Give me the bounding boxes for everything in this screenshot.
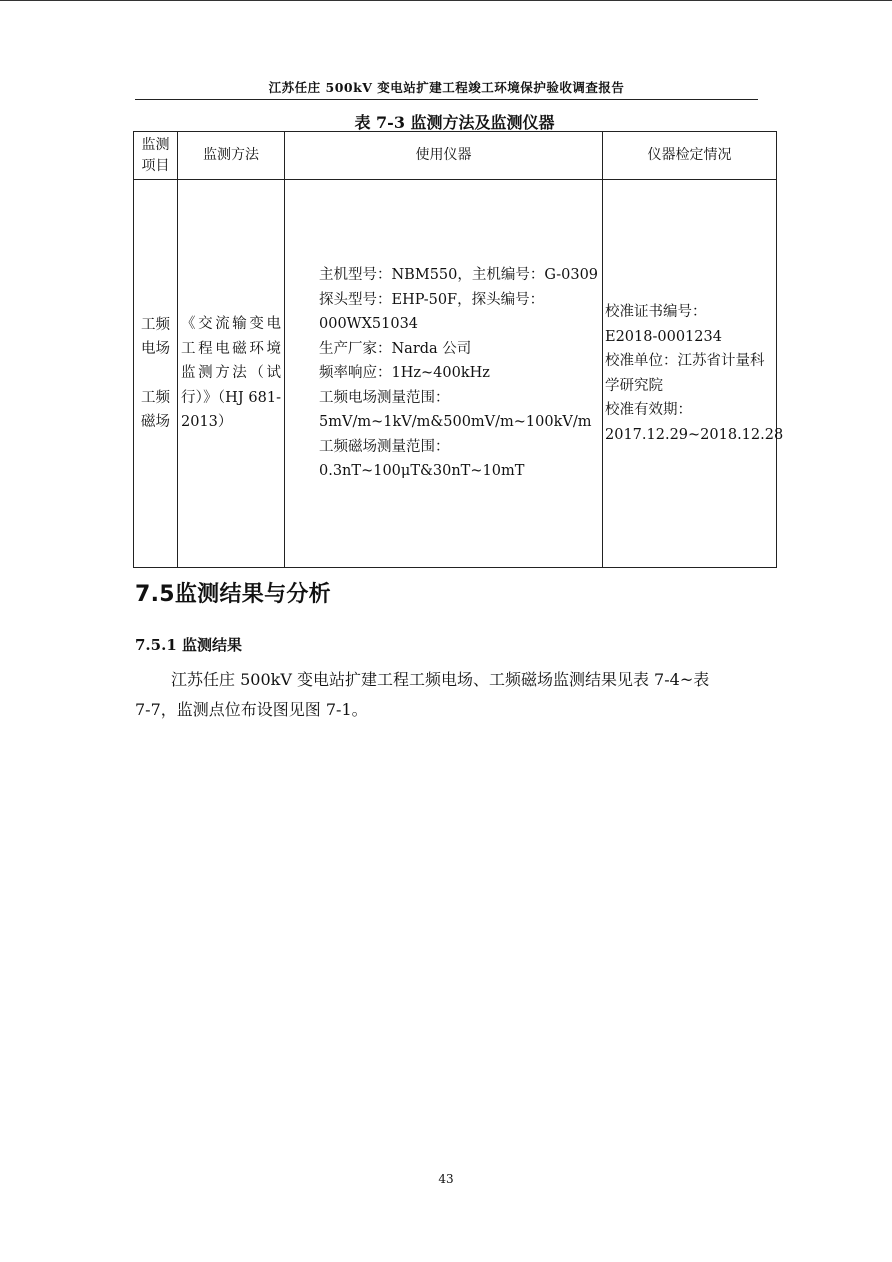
instrument-line: 频率响应：1Hz~400kHz [319, 365, 490, 382]
cell-instrument [285, 180, 603, 568]
instrument-line: 工频电场测量范围： [319, 389, 450, 406]
instrument-line: 主机型号：NBM550，主机编号：G-0309 [319, 267, 599, 284]
paragraph-line: 7-7，监测点位布设图见图 7-1。 [135, 700, 368, 719]
instrument-line: 工频磁场测量范围： [319, 438, 450, 455]
page-number: 43 [438, 1172, 454, 1186]
page-top-border [0, 0, 892, 1]
col-header-item-line: 项目 [141, 157, 170, 174]
instrument-line: 000WX51034 [319, 316, 419, 333]
item-line: 电场 [141, 341, 170, 357]
calibration-line: E2018-0001234 [605, 328, 722, 345]
paragraph-line: 江苏任庄 500kV 变电站扩建工程工频电场、工频磁场监测结果见表 7-4~表 [171, 670, 710, 689]
col-header-instrument: 使用仪器 [285, 132, 603, 180]
running-header: 江苏任庄 500kV 变电站扩建工程竣工环境保护验收调查报告 [268, 80, 625, 95]
calibration-line: 学研究院 [605, 377, 663, 394]
instrument-line: 0.3nT~100μT&30nT~10mT [319, 463, 525, 480]
table-header-row [134, 132, 777, 180]
instrument-line: 生产厂家：Narda 公司 [319, 340, 472, 357]
instrument-line: 探头型号：EHP-50F，探头编号： [319, 291, 545, 308]
col-header-method: 监测方法 [178, 132, 285, 180]
item-line: 工频 [141, 389, 170, 406]
table-row [134, 180, 777, 568]
instrument-line: 5mV/m~1kV/m&500mV/m~100kV/m [319, 414, 592, 431]
calibration-line: 校准证书编号： [605, 304, 707, 320]
col-header-calibration: 仪器检定情况 [603, 132, 777, 180]
cell-calibration [603, 180, 784, 568]
calibration-line: 校准单位：江苏省计量科 [605, 353, 765, 369]
col-header-item-line: 监测 [141, 136, 170, 153]
calibration-line: 2017.12.29~2018.12.28 [605, 426, 784, 443]
col-header-item [134, 132, 178, 180]
body-paragraph [135, 665, 775, 725]
header-rule [135, 99, 758, 100]
subsection-heading: 7.5.1 监测结果 [135, 636, 242, 654]
monitoring-methods-table [133, 131, 784, 568]
cell-monitoring-item [134, 180, 178, 568]
item-line: 磁场 [141, 414, 170, 430]
cell-monitoring-method: 《交流输变电工程电磁环境监测方法（试行）》（HJ 681-2013） [178, 180, 285, 568]
calibration-line: 校准有效期： [605, 402, 692, 418]
section-heading: 7.5监测结果与分析 [135, 582, 331, 607]
item-spacer [136, 362, 175, 386]
item-line: 工频 [141, 316, 170, 333]
table-caption: 表 7-3 监测方法及监测仪器 [354, 113, 555, 132]
